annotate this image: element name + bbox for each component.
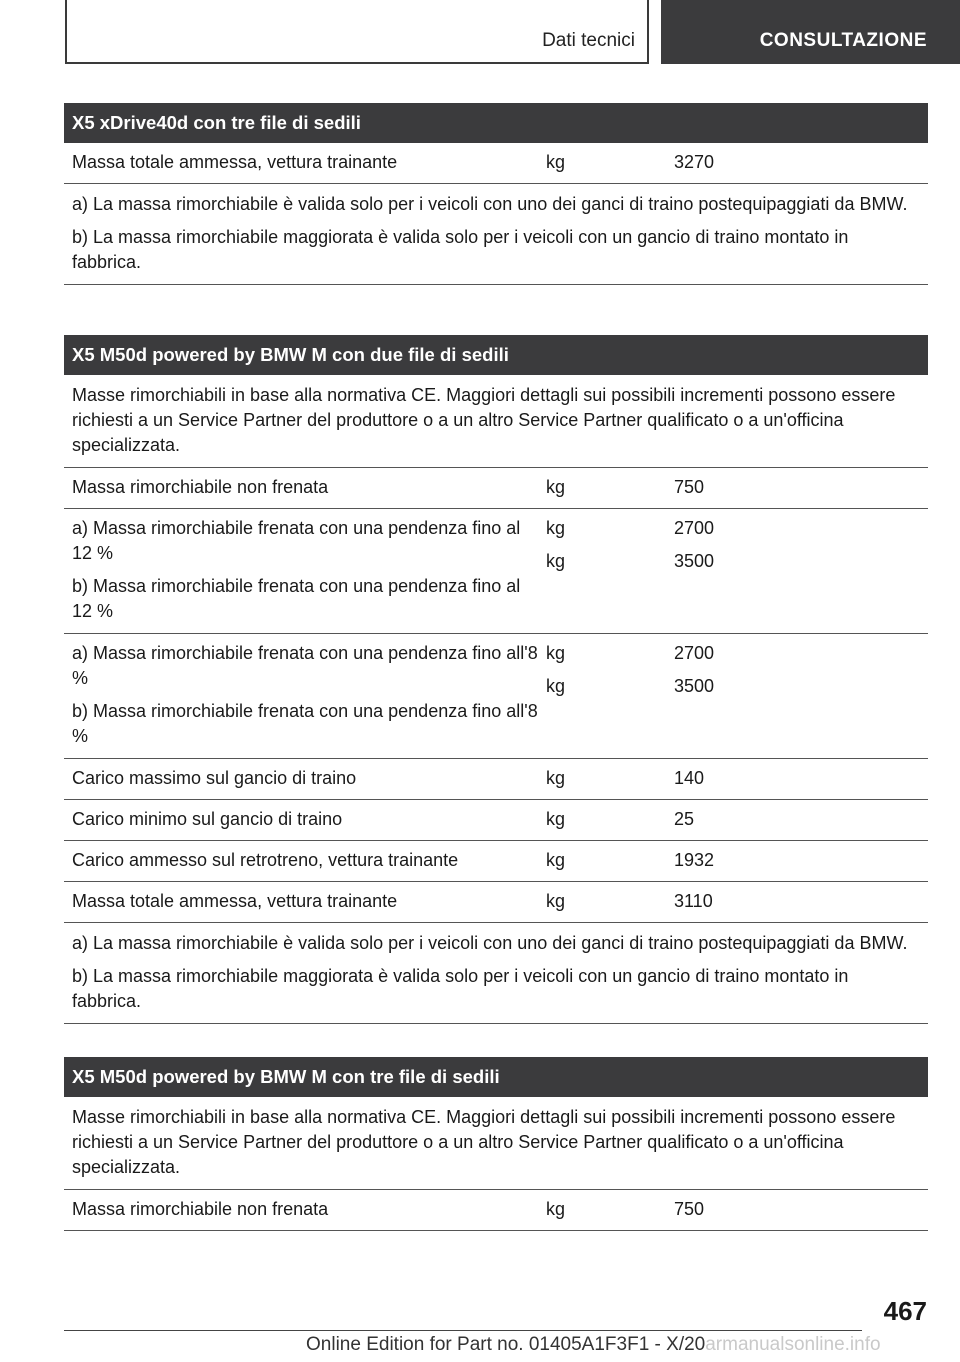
footer-edition (306, 1334, 881, 1356)
table-row (64, 143, 928, 184)
table-title: X5 xDrive40d con tre file di sedili (64, 103, 928, 143)
row-unit (538, 641, 666, 749)
table-row (64, 1190, 928, 1231)
table-row (64, 759, 928, 800)
row-label: Carico ammesso sul retrotreno, vettura trainante (72, 850, 459, 870)
row-unit-b: kg (546, 676, 566, 696)
intro-text: Masse rimorchiabili in base alla normativa CE. Maggiori dettagli sui possibili incrementi possono essere richiesti a un Service Partner del produttore o a un altro Service Partner qualificato o a un'officina specializzata. (72, 1107, 896, 1177)
row-value-b: 3500 (674, 676, 715, 696)
row-label: Massa totale ammessa, vettura trainante (72, 891, 398, 911)
footer-divider (64, 1330, 862, 1331)
section-label: Dati tecnici (542, 30, 635, 51)
row-label-a: a) Massa rimorchiabile frenata con una pendenza fino al 12 % (72, 518, 521, 563)
note: a) La massa rimorchiabile è valida solo per i veicoli con uno dei ganci di traino postequipaggiati da BMW. (72, 194, 908, 214)
row-label: Carico minimo sul gancio di traino (72, 809, 343, 829)
row-label-b: b) Massa rimorchiabile frenata con una pendenza fino all'8 % (72, 701, 538, 746)
row-label: Massa rimorchiabile non frenata (72, 477, 329, 497)
row-unit: kg (546, 809, 566, 829)
table-notes (64, 184, 928, 285)
table-x5-m50d-three-rows (64, 1057, 928, 1231)
row-value: 750 (674, 477, 705, 497)
row-label: Carico massimo sul gancio di traino (72, 768, 357, 788)
row-label (64, 516, 538, 624)
chapter-tab (661, 0, 960, 64)
table-intro (64, 1097, 928, 1190)
table-title: X5 M50d powered by BMW M con tre file di sedili (64, 1057, 928, 1097)
page-header (0, 0, 960, 66)
table-x5-m50d-two-rows (64, 335, 928, 1024)
row-label: Massa totale ammessa, vettura trainante (72, 152, 398, 172)
note: b) La massa rimorchiabile maggiorata è valida solo per i veicoli con un gancio di traino montato in fabbrica. (72, 966, 849, 1011)
row-unit-a: kg (546, 643, 566, 663)
note: a) La massa rimorchiabile è valida solo per i veicoli con uno dei ganci di traino postequipaggiati da BMW. (72, 933, 908, 953)
row-unit: kg (546, 1199, 566, 1219)
row-unit: kg (546, 768, 566, 788)
row-label: Massa rimorchiabile non frenata (72, 1199, 329, 1219)
row-unit (538, 516, 666, 624)
table-row (64, 841, 928, 882)
row-unit: kg (546, 477, 566, 497)
row-label (64, 641, 538, 749)
row-value: 140 (674, 768, 705, 788)
note: b) La massa rimorchiabile maggiorata è valida solo per i veicoli con un gancio di traino montato in fabbrica. (72, 227, 849, 272)
section-tab (65, 0, 649, 64)
table-row (64, 509, 928, 634)
chapter-label: CONSULTAZIONE (759, 30, 927, 51)
table-intro (64, 375, 928, 468)
row-value (666, 516, 928, 624)
table-row (64, 468, 928, 509)
row-unit: kg (546, 850, 566, 870)
row-unit: kg (546, 152, 566, 172)
row-label-b: b) Massa rimorchiabile frenata con una pendenza fino al 12 % (72, 576, 521, 621)
row-value (666, 641, 928, 749)
table-title: X5 M50d powered by BMW M con due file di sedili (64, 335, 928, 375)
row-value-a: 2700 (674, 643, 715, 663)
watermark: armanualsonline.info (705, 1334, 881, 1355)
table-row (64, 882, 928, 923)
row-value: 3270 (674, 152, 715, 172)
table-x5-xdrive40d-three-rows (64, 103, 928, 285)
row-value: 750 (674, 1199, 705, 1219)
row-value: 1932 (674, 850, 715, 870)
table-notes (64, 923, 928, 1024)
row-value-a: 2700 (674, 518, 715, 538)
row-value-b: 3500 (674, 551, 715, 571)
row-value: 3110 (674, 891, 713, 911)
intro-text: Masse rimorchiabili in base alla normativa CE. Maggiori dettagli sui possibili incrementi possono essere richiesti a un Service Partner del produttore o a un altro Service Partner qualificato o a un'officina specializzata. (72, 385, 896, 455)
page-number: 467 (883, 1296, 927, 1326)
row-unit-a: kg (546, 518, 566, 538)
row-label-a: a) Massa rimorchiabile frenata con una pendenza fino all'8 % (72, 643, 538, 688)
row-unit-b: kg (546, 551, 566, 571)
table-row (64, 800, 928, 841)
table-row (64, 634, 928, 759)
row-value: 25 (674, 809, 695, 829)
edition-text: Online Edition for Part no. 01405A1F3F1 - X/20 (306, 1334, 706, 1355)
row-unit: kg (546, 891, 566, 911)
